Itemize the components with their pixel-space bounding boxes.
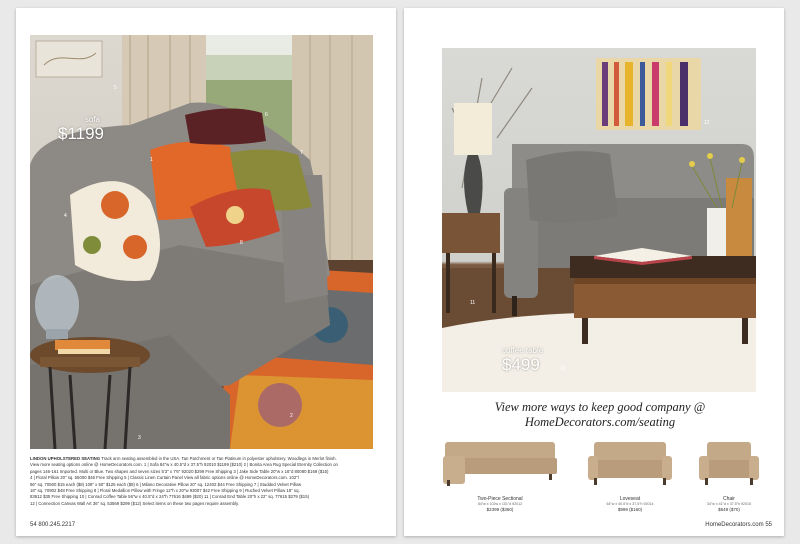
sofa-price-label: sofa <box>84 115 100 124</box>
coffee-table-price-value: $499 <box>502 355 540 374</box>
sofa-price-value: $1199 <box>58 124 105 143</box>
sofa-room-illustration <box>30 35 373 449</box>
living-room-photo <box>442 48 756 392</box>
loveseat-image <box>588 436 672 488</box>
sectional-image <box>441 436 559 488</box>
product-dims: 34"w x 41"d x 37.5"h 92015 <box>707 502 751 506</box>
description-title: LINDON UPHOLSTERED SEATING <box>30 456 101 461</box>
product-dims: 64"w x 40.5"d x 37.5"h 92014 <box>606 502 654 506</box>
photo-callout: 12 <box>704 120 710 126</box>
product-price: $2399 ($360) <box>486 507 514 512</box>
product-name: Loveseat <box>619 496 641 502</box>
left-footer <box>30 522 75 528</box>
product-name: Chair <box>723 496 735 502</box>
photo-callout: 8 <box>240 240 243 246</box>
page-number: 54 <box>30 522 37 528</box>
product-loveseat <box>586 436 674 512</box>
coffee-table-price-label: coffee table <box>502 346 544 355</box>
product-price: $999 ($160) <box>617 507 643 512</box>
chair-image <box>699 436 759 488</box>
photo-callout: 1 <box>150 157 153 163</box>
sofa-price-tag <box>58 115 105 144</box>
phone-number: 800.245.2217 <box>38 522 76 528</box>
catalog-page-right <box>404 8 784 536</box>
description-line: pages 146-161 Imported. Multi or Blue. Two shapes and seven sizes 5'3" x 7'6" 92020 $299 Free Shipping 3 | Jake Side Table 20"w x 16"d 80080 $169 ($15) <box>30 468 329 474</box>
product-description <box>30 456 376 507</box>
photo-callout: 11 <box>470 300 476 306</box>
description-line: 4 | Floral Pillow 20" sq. 55000 $46 Free Shipping 5 | Classic Linen Curtain Panel View all fabric options online @ HomeDecorators.com. 102"l <box>30 475 299 481</box>
product-dims: 84"w x 102w x 101"d 92012 <box>477 502 523 506</box>
description-line: View more seating options online @ HomeDecorators.com. 1 | Sofa 84"w x 40.5"d x 37.5"h 92010 $1199 ($210) 2 | Bonita Area Rug Special Eternity Collection on <box>30 462 338 468</box>
photo-callout: 2 <box>290 413 293 419</box>
product-name: Two-Piece Sectional <box>477 496 523 502</box>
product-price: $649 ($70) <box>718 507 740 512</box>
page-number: 55 <box>765 522 772 528</box>
product-chair <box>694 436 764 512</box>
description-line: 96" sq. 70500 $15 each ($8) 108" x 50" $125 each ($8) 6 | Milano Decorative Pillow 20" sq. 12402 $44 Free Shipping 7 | Studded Velvet Pillow <box>30 481 302 487</box>
photo-callout: 7 <box>300 150 303 156</box>
right-footer <box>705 522 772 528</box>
photo-callout: 10 <box>560 366 566 372</box>
photo-callout: 3 <box>138 435 141 441</box>
seating-headline: View more ways to keep good company @ HomeDecorators.com/seating <box>494 400 706 429</box>
description-line: Track arm seating assembled in the USA. Tan Parchment or Tan Platinum in polyester upholstery. Woodlegs in Merlot finish. <box>101 456 337 461</box>
description-line: 12 | Connection Canvas Wall Art 36" sq. 53569 $299 ($12) Select items on these two pages require assembly. <box>30 500 240 506</box>
catalog-page-left <box>16 8 396 536</box>
photo-callout: 6 <box>265 112 268 118</box>
description-line: 18" sq. 70902 $48 Free Shipping 8 | Floral Medallion Pillow with Fringe 12"h x 20"w 93007 $42 Free Shipping 9 | Ruched Velvet Pillow 18" sq. <box>30 488 300 494</box>
website-link[interactable]: HomeDecorators.com <box>705 522 764 528</box>
sofa-room-photo <box>30 35 373 449</box>
photo-callout: 4 <box>64 213 67 219</box>
coffee-table-price-tag <box>502 346 552 375</box>
description-line: 83612 $35 Free Shipping 10 | Conrad Coffee Table 56"w x 40.5"d x 24"h 77616 $499 ($20) 11 | Conrad End Table 20"h x 22" sq. 77615 $279 ($15) <box>30 494 310 500</box>
living-room-illustration <box>442 48 756 392</box>
product-sectional <box>440 436 560 512</box>
photo-callout: 5 <box>114 85 117 91</box>
